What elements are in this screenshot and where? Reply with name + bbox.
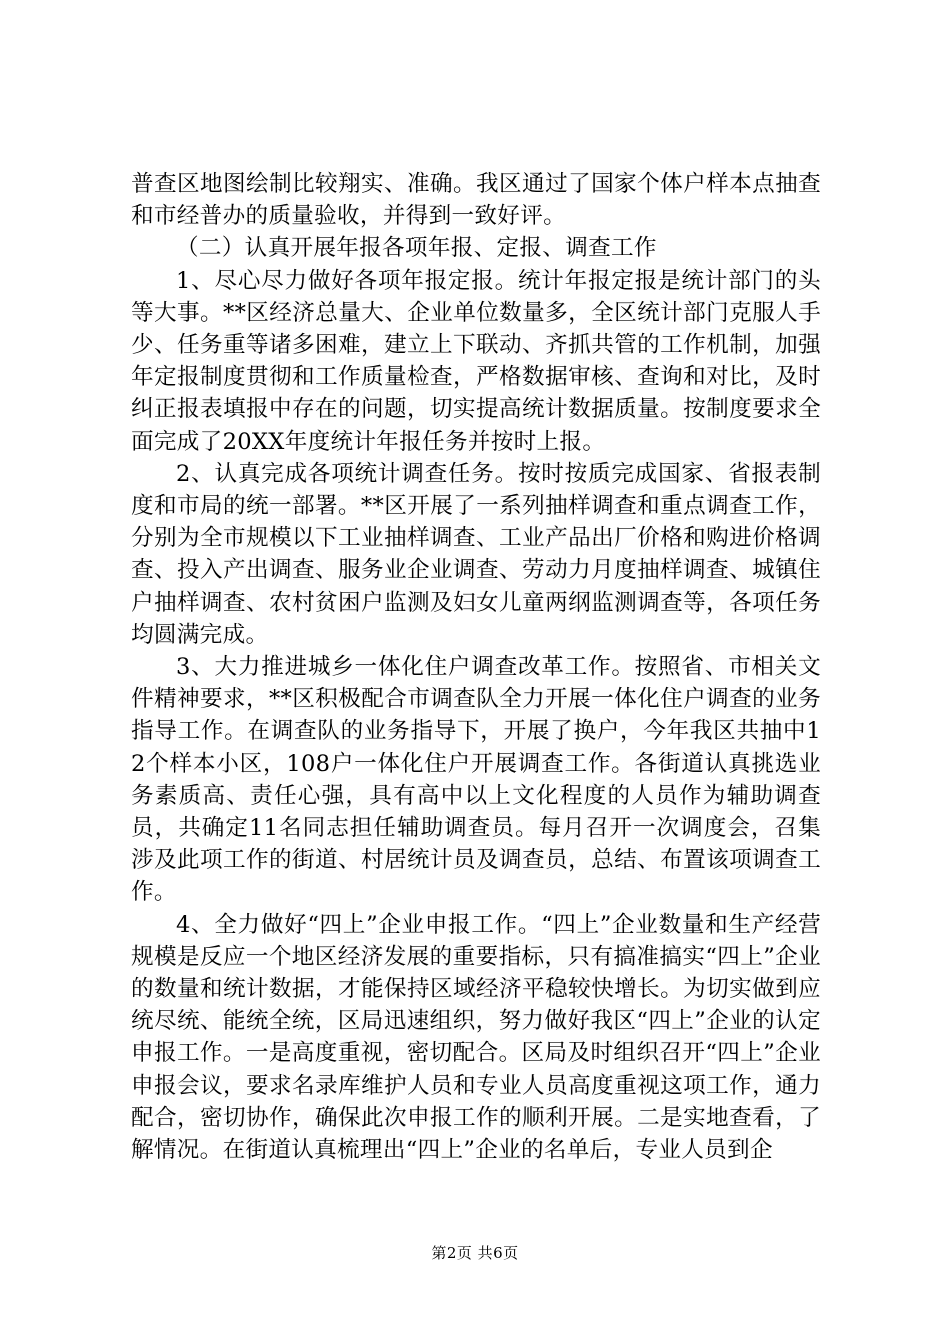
paragraph-census-map: 普查区地图绘制比较翔实、准确。我区通过了国家个体户样本点抽查和市经普办的质量验收，并得到一致好评。: [131, 171, 821, 230]
paragraph-annual-reports: 1、尽心尽力做好各项年报定报。统计年报定报是统计部门的头等大事。**区经济总量大、企业单位数量多，全区统计部门克服人手少、任务重等诸多困难，建立上下联动、齐抓共管的工作机制，加强年定报制度贯彻和工作质量检查，严格数据审核、查询和对比，及时纠正报表填报中存在的问题，切实提高统计数据质量。按制度要求全面完成了20XX年度统计年报任务并按时上报。: [131, 267, 821, 455]
paragraph-enterprise-declaration: 4、全力做好“四上”企业申报工作。“四上”企业数量和生产经营规模是反应一个地区经济发展的重要指标，只有搞准搞实“四上”企业的数量和统计数据，才能保持区域经济平稳较快增长。为切实做到应统尽统、能统全统，区局迅速组织，努力做好我区“四上”企业的认定申报工作。一是高度重视，密切配合。区局及时组织召开“四上”企业申报会议，要求名录库维护人员和专业人员高度重视这项工作，通力配合，密切协作，确保此次申报工作的顺利开展。二是实地查看，了解情况。在街道认真梳理出“四上”企业的名单后，专业人员到企: [131, 911, 821, 1164]
section-heading-annual-reports: （二）认真开展年报各项年报、定报、调查工作: [176, 235, 657, 262]
paragraph-household-survey: 3、大力推进城乡一体化住户调查改革工作。按照省、市相关文件精神要求，**区积极配合市调查队全力开展一体化住户调查的业务指导工作。在调查队的业务指导下，开展了换户，今年我区共抽中12个样本小区，108户一体化住户开展调查工作。各街道认真挑选业务素质高、责任心强，具有高中以上文化程度的人员作为辅助调查员，共确定11名同志担任辅助调查员。每月召开一次调度会，召集涉及此项工作的街道、村居统计员及调查员，总结、布置该项调查工作。: [131, 654, 821, 906]
page-number-footer: 第2页 共6页: [431, 1244, 519, 1262]
document-body: [131, 168, 821, 1166]
paragraph-survey-tasks: 2、认真完成各项统计调查任务。按时按质完成国家、省报表制度和市局的统一部署。**区开展了一系列抽样调查和重点调查工作，分别为全市规模以下工业抽样调查、工业产品出厂价格和购进价格调查、投入产出调查、服务业企业调查、劳动力月度抽样调查、城镇住户抽样调查、农村贫困户监测及妇女儿童两纲监测调查等，各项任务均圆满完成。: [131, 460, 821, 648]
